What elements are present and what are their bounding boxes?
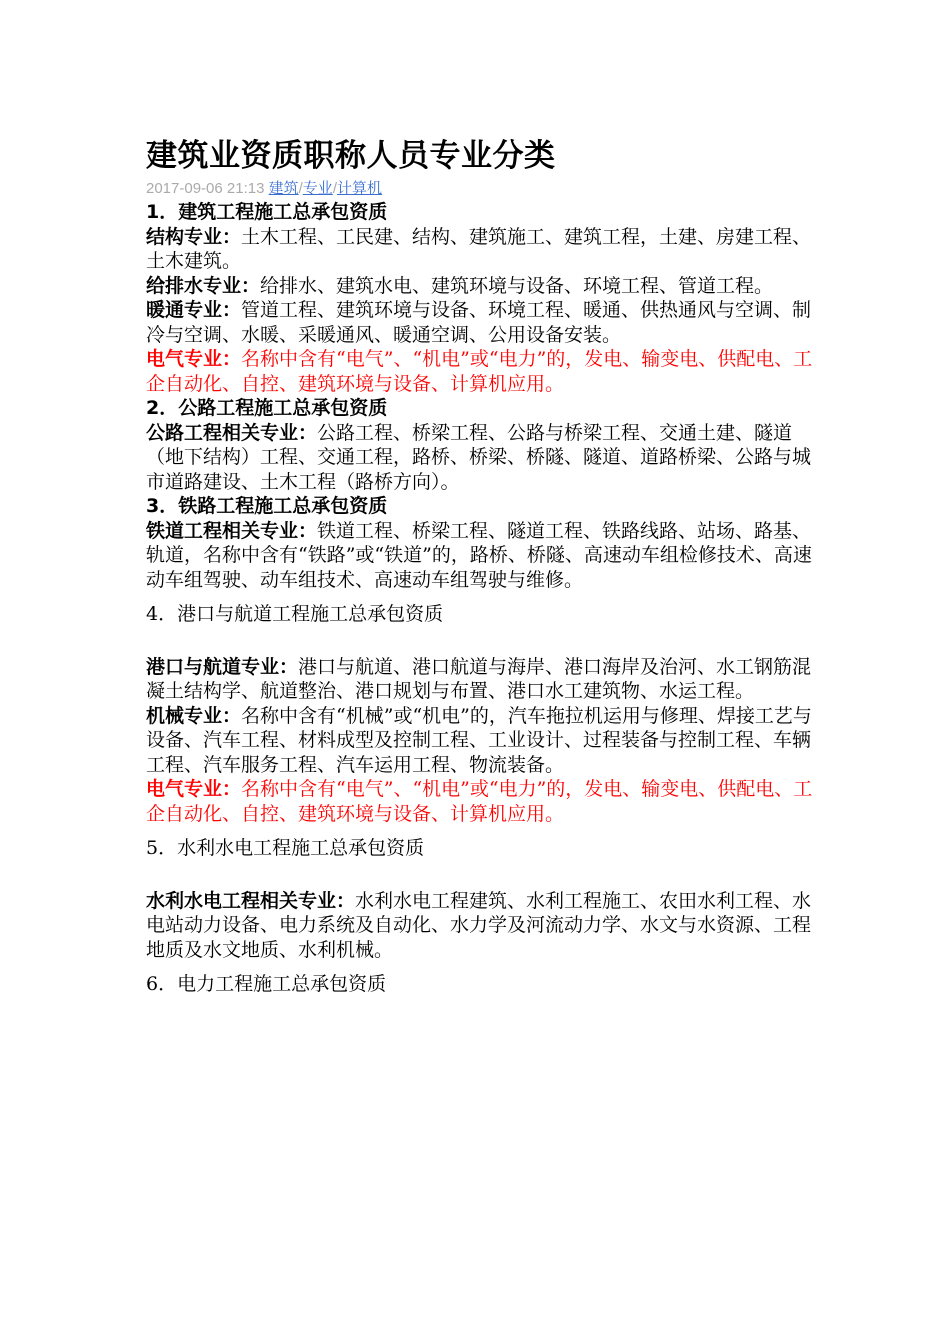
label-port: 港口与航道专业： [146, 655, 299, 678]
section-heading-6: 6．电力工程施工总承包资质 [146, 973, 387, 995]
paragraph-railway [146, 519, 826, 593]
label-electrical: 电气专业： [146, 348, 242, 370]
page-title: 建筑业资质职称人员专业分类 [146, 138, 556, 174]
paragraph-highway [146, 421, 826, 495]
section-heading-4: 4．港口与航道工程施工总承包资质 [146, 603, 444, 625]
section-heading-3: 3．铁路工程施工总承包资质 [146, 495, 388, 517]
paragraph-hydropower [146, 889, 826, 963]
tag-separator: / [332, 180, 337, 197]
article-body [146, 200, 826, 997]
label-highway: 公路工程相关专业： [146, 421, 318, 444]
text-hydropower: 水利水电工程建筑、水利工程施工、农田水利工程、水电站动力设备、电力系统及自动化、水力学及河流动力学、水文与水资源、工程地质及水文地质、水利机械。 [146, 889, 812, 961]
label-mechanical: 机械专业： [146, 704, 242, 727]
paragraph-structure [146, 225, 826, 274]
post-meta [146, 177, 382, 198]
text-hvac: 管道工程、建筑环境与设备、环境工程、暖通、供热通风与空调、制冷与空调、水暖、采暖通风、暖通空调、公用设备安装。 [146, 299, 812, 346]
section-heading-5: 5．水利水电工程施工总承包资质 [146, 837, 425, 859]
paragraph-water-drainage [146, 274, 826, 299]
tag-separator: / [298, 180, 303, 197]
tag-link-architecture[interactable]: 建筑 [268, 180, 299, 197]
text-electrical: 名称中含有“电气”、“机电”或“电力”的，发电、输变电、供配电、工企自动化、自控、建筑环境与设备、计算机应用。 [146, 348, 813, 395]
text-electrical: 名称中含有“电气”、“机电”或“电力”的，发电、输变电、供配电、工企自动化、自控、建筑环境与设备、计算机应用。 [146, 778, 813, 825]
paragraph-electrical-2 [146, 777, 826, 826]
text-structure: 土木工程、工民建、结构、建筑施工、建筑工程，土建、房建工程、土木建筑。 [146, 225, 812, 272]
text-port: 港口与航道、港口航道与海岸、港口海岸及治河、水工钢筋混凝土结构学、航道整治、港口规划与布置、港口水工建筑物、水运工程。 [146, 655, 812, 702]
paragraph-port [146, 655, 826, 704]
text-railway: 铁道工程、桥梁工程、隧道工程、铁路线路、站场、路基、轨道，名称中含有“铁路”或“铁道”的，路桥、桥隧、高速动车组检修技术、高速动车组驾驶、动车组技术、高速动车组驾驶与维修。 [146, 519, 812, 591]
text-mechanical: 名称中含有“机械”或“机电”的，汽车拖拉机运用与修理、焊接工艺与设备、汽车工程、材料成型及控制工程、工业设计、过程装备与控制工程、车辆工程、汽车服务工程、汽车运用工程、物流装备。 [146, 704, 812, 776]
paragraph-electrical-1 [146, 347, 826, 396]
paragraph-mechanical [146, 704, 826, 778]
label-structure: 结构专业： [146, 225, 242, 248]
tag-link-computer[interactable]: 计算机 [336, 180, 382, 197]
tag-link-major[interactable]: 专业 [302, 180, 333, 197]
text-highway: 公路工程、桥梁工程、公路与桥梁工程、交通土建、隧道（地下结构）工程、交通工程，路桥、桥梁、桥隧、隧道、道路桥梁、公路与城市道路建设、土木工程（路桥方向）。 [146, 421, 812, 493]
section-heading-1: 1．建筑工程施工总承包资质 [146, 201, 388, 223]
section-heading-2: 2．公路工程施工总承包资质 [146, 397, 388, 419]
label-hvac: 暖通专业： [146, 299, 242, 321]
label-water-drainage: 给排水专业： [146, 274, 261, 297]
label-electrical: 电气专业： [146, 778, 242, 800]
post-datetime: 2017-09-06 21:13 [146, 180, 265, 197]
text-water-drainage: 给排水、建筑水电、建筑环境与设备、环境工程、管道工程。 [260, 274, 774, 297]
label-hydropower: 水利水电工程相关专业： [146, 889, 356, 912]
paragraph-hvac [146, 298, 826, 347]
label-railway: 铁道工程相关专业： [146, 519, 318, 542]
